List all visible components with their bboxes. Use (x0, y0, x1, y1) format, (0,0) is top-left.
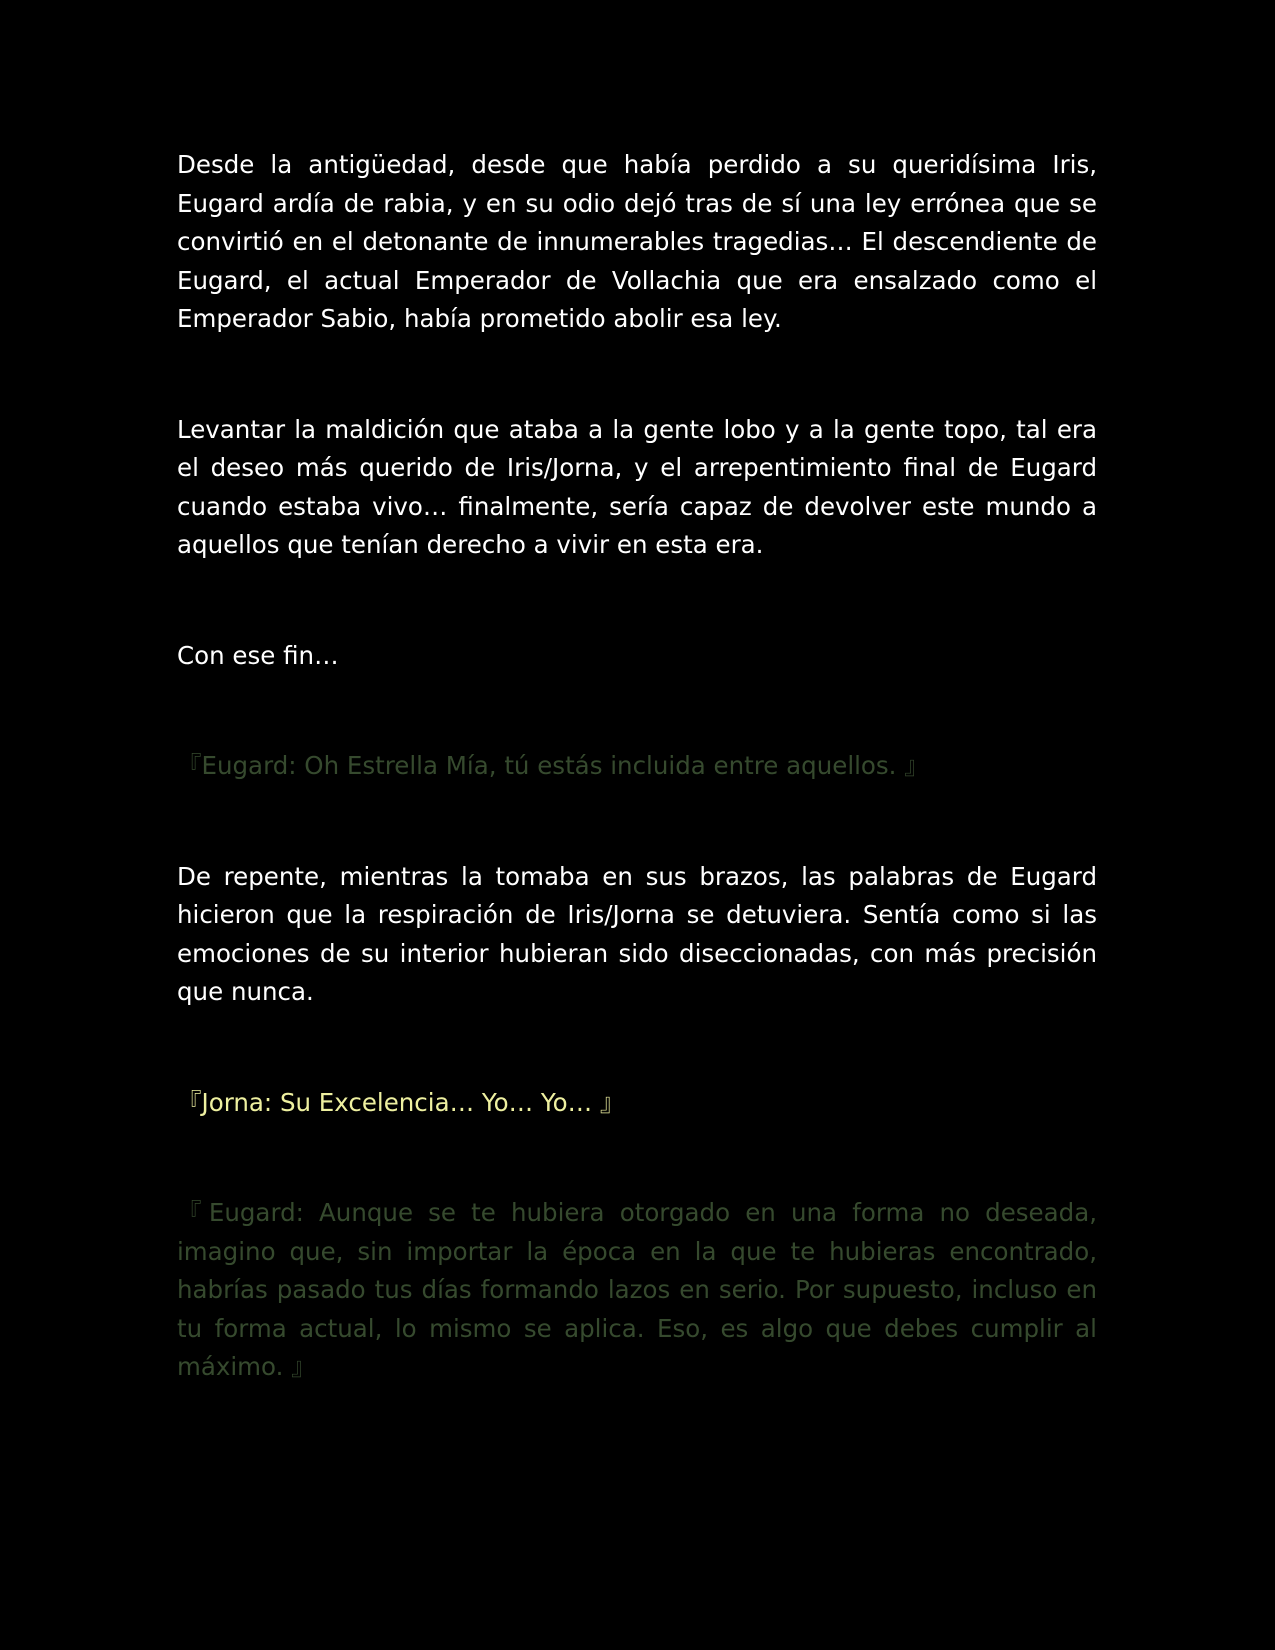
narration-paragraph: Con ese fin… (177, 640, 339, 670)
jorna-dialogue: 『Jorna: Su Excelencia… Yo… Yo… 』 (177, 1087, 625, 1117)
narration-paragraph: Desde la antigüedad, desde que había perdido a su queridísima Iris, Eugard ardía de rabia, y en su odio dejó tras de sí una ley errónea que se convirtió en el detonante de innumerables tragedias… El descendiente de Eugard, el actual Emperador de Vollachia que era ensalzado como el Emperador Sabio, había prometido abolir esa ley. (177, 150, 1097, 333)
eugard-dialogue: 『Eugard: Aunque se te hubiera otorgado en una forma no deseada, imagino que, sin importar la época en la que te hubieras encontrado, habrías pasado tus días formando lazos en serio. Por supuesto, incluso en tu forma actual, lo mismo se aplica. Eso, es algo que debes cumplir al máximo. 』 (177, 1198, 1097, 1381)
narration-paragraph: Levantar la maldición que ataba a la gente lobo y a la gente topo, tal era el deseo más querido de Iris/Jorna, y el arrepentimiento final de Eugard cuando estaba vivo… finalmente, sería capaz de devolver este mundo a aquellos que tenían derecho a vivir en esta era. (177, 414, 1097, 559)
narration-paragraph: De repente, mientras la tomaba en sus brazos, las palabras de Eugard hicieron que la respiración de Iris/Jorna se detuviera. Sentía como si las emociones de su interior hubieran sido diseccionadas, con más precisión que nunca. (177, 861, 1097, 1006)
document-page (177, 146, 1097, 1387)
eugard-dialogue: 『Eugard: Oh Estrella Mía, tú estás incluida entre aquellos. 』 (177, 751, 929, 780)
